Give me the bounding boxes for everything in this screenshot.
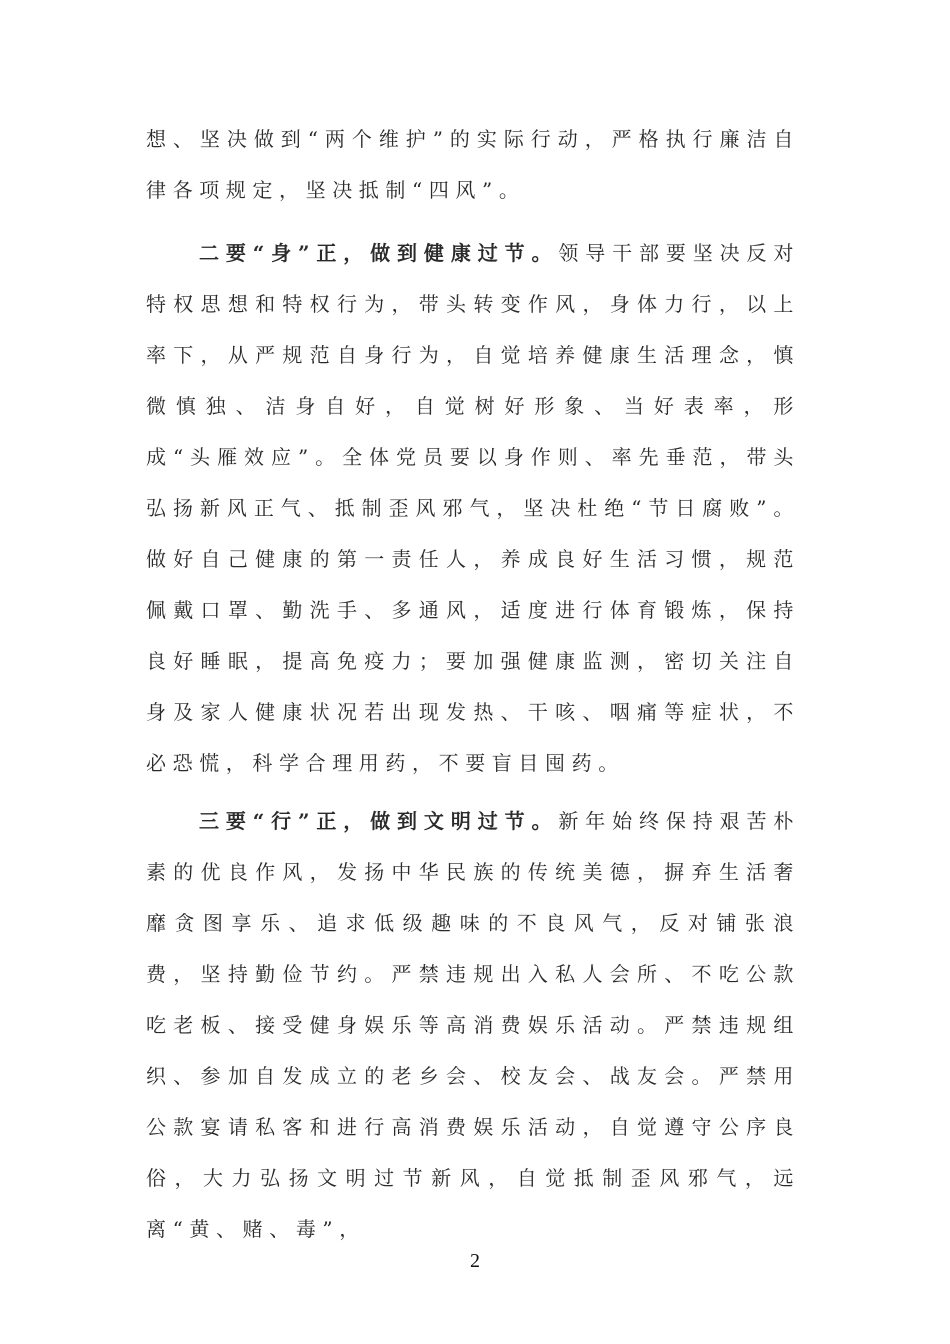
page-number: 2 <box>470 1250 480 1272</box>
paragraph-continuation <box>146 114 800 216</box>
paragraph-civilized <box>146 796 800 1255</box>
paragraph-3 <box>146 796 800 1255</box>
paragraph-1-text: 想、坚决做到“两个维护”的实际行动，严格执行廉洁自律各项规定，坚决抵制“四风”。 <box>146 127 800 202</box>
paragraph-2 <box>146 228 800 789</box>
paragraph-2-text: 领导干部要坚决反对特权思想和特权行为，带头转变作风，身体力行，以上率下，从严规范自身行为，自觉培养健康生活理念，慎微慎独、洁身自好，自觉树好形象、当好表率，形成“头雁效应”。全体党员要以身作则、率先垂范，带头弘扬新风正气、抵制歪风邪气，坚决杜绝“节日腐败”。做好自己健康的第一责任人，养成良好生活习惯，规范佩戴口罩、勤洗手、多通风，适度进行体育锻炼，保持良好睡眠，提高免疫力；要加强健康监测，密切关注自身及家人健康状况若出现发热、干咳、咽痛等症状，不必恐慌，科学合理用药，不要盲目囤药。 <box>146 241 800 775</box>
paragraph-2-heading: 二要“身”正，做到健康过节。 <box>199 241 559 265</box>
paragraph-health <box>146 228 800 789</box>
paragraph-3-heading: 三要“行”正，做到文明过节。 <box>199 809 559 833</box>
paragraph-3-text: 新年始终保持艰苦朴素的优良作风，发扬中华民族的传统美德，摒弃生活奢靡贪图享乐、追求低级趣味的不良风气，反对铺张浪费，坚持勤俭节约。严禁违规出入私人会所、不吃公款吃老板、接受健身娱乐等高消费娱乐活动。严禁违规组织、参加自发成立的老乡会、校友会、战友会。严禁用公款宴请私客和进行高消费娱乐活动，自觉遵守公序良俗，大力弘扬文明过节新风，自觉抵制歪风邪气，远离“黄、赌、毒”， <box>146 809 800 1241</box>
